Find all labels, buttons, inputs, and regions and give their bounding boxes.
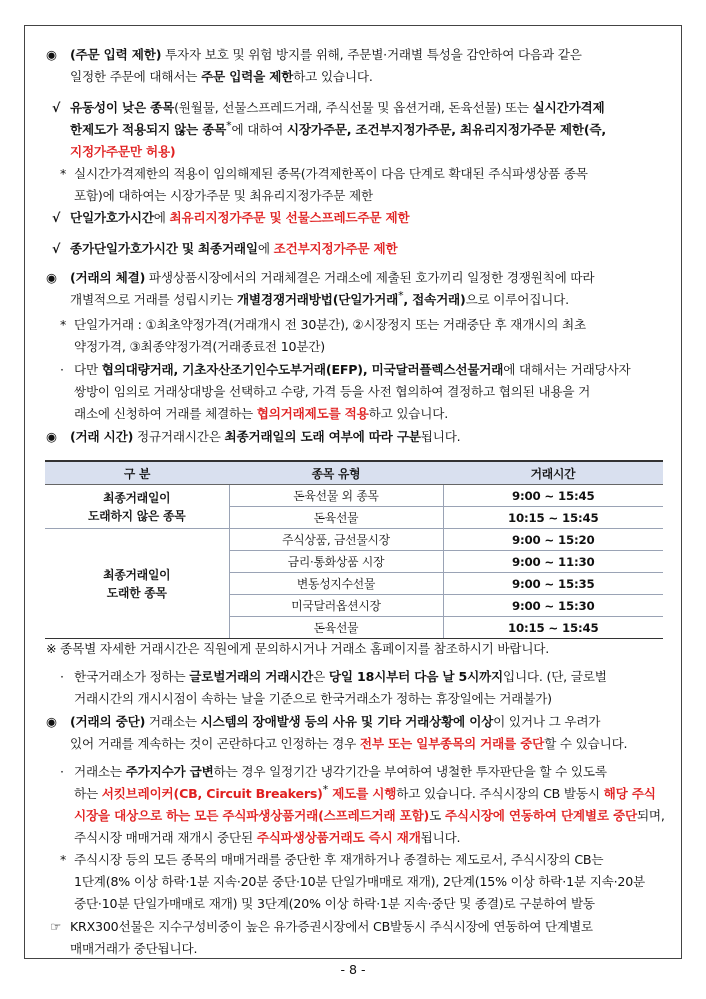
text: 거래시간의 개시시점이 속하는 날을 기준으로 한국거래소가 정하는 휴장일에는 거래불가)	[74, 691, 552, 706]
text: 단일가거래 : ①최초약정가격(거래개시 전 30분간), ②시장정지 또는 거래중단 후 재개시의 최초	[74, 317, 586, 332]
text: 으로 이루어집니다.	[465, 292, 569, 307]
text: 래소에 신청하여 거래를 체결하는	[74, 406, 257, 421]
check-icon: √	[52, 100, 61, 115]
cell-trading-time: 10:15 ~ 15:45	[443, 617, 663, 639]
text-bold: , 접속거래)	[403, 292, 466, 307]
cell-item-type: 돈육선물	[229, 617, 443, 639]
text-highlight: 해당 주식	[603, 786, 656, 801]
group-label-line: 도래하지 않은 종목	[88, 508, 186, 523]
text-bold: 글로벌거래의 거래시간	[189, 669, 314, 684]
text: 다만	[74, 362, 102, 377]
note-krx300	[70, 916, 593, 960]
text: 거래소는	[145, 714, 201, 729]
text: 일정한 주문에 대해서는	[70, 69, 202, 84]
text-highlight: 최유리지정가주문 및 선물스프레드주문 제한	[169, 210, 410, 225]
text-highlight: 주식시장에 연동하여 단계별로 중단	[444, 808, 637, 823]
text-bold: 한제도가 적용되지 않는 종목	[70, 122, 227, 137]
text: 약정가격, ③최종약정가격(거래종료전 10분간)	[74, 339, 325, 354]
text-highlight: 전부 또는 일부종목의 거래를 중단	[359, 736, 545, 751]
text-highlight: 서킷브레이커(CB, Circuit Breakers)	[101, 786, 323, 801]
dot-marker: ·	[60, 669, 65, 684]
group-label-line: 최종거래일이	[103, 490, 171, 505]
footnote-mark: *	[226, 118, 232, 132]
text: 에 대해서는 거래당사자	[503, 362, 631, 377]
section-trading-halt	[70, 711, 627, 755]
text: 있어 거래를 계속하는 것이 곤란하다고 인정하는 경우	[70, 736, 360, 751]
note-global-trading	[74, 666, 607, 710]
text: 할 수 있습니다.	[544, 736, 628, 751]
section-title: (거래의 중단)	[70, 714, 146, 729]
table-row	[45, 529, 663, 551]
text-bold: 유동성이 낮은 종목	[70, 100, 175, 115]
table-row	[45, 485, 663, 507]
note-cb-definition	[74, 849, 645, 915]
section-bullet-icon: ◉	[46, 270, 57, 285]
column-header-item-type: 종목 유형	[229, 461, 443, 485]
column-header-category: 구 분	[45, 461, 229, 485]
text: 파생상품시장에서의 거래체결은 거래소에 제출된 호가끼리 일정한 경쟁원칙에 따라	[145, 270, 595, 285]
text: 에	[153, 210, 170, 225]
text: 되며,	[636, 808, 665, 823]
cell-item-type: 금리·통화상품 시장	[229, 551, 443, 573]
note-circuit-breaker	[74, 761, 665, 849]
cell-trading-time: 9:00 ~ 11:30	[443, 551, 663, 573]
text: 하고 있습니다. 주식시장의 CB 발동시	[396, 786, 604, 801]
trading-hours-table	[45, 460, 663, 639]
cell-item-type: 돈육선물 외 종목	[229, 485, 443, 507]
text: 쌍방이 임의로 거래상대방을 선택하고 수량, 가격 등을 사전 협의하여 결정하고 협의된 내용을 거	[74, 384, 591, 399]
cell-item-type: 주식상품, 금선물시장	[229, 529, 443, 551]
section-trading-hours	[70, 426, 460, 448]
footnote-mark: *	[322, 782, 329, 796]
section-order-restriction	[70, 44, 582, 88]
text: 포함)에 대하여는 시장가주문 및 최유리지정가주문 제한	[74, 188, 373, 203]
text-bold: 당일 18시부터 다음 날 5시까지	[328, 669, 503, 684]
text-highlight: 주식파생상품거래도 즉시 재개	[256, 830, 421, 845]
note-asterisk: *	[60, 317, 67, 332]
text-highlight: 조건부지정가주문 제한	[273, 241, 398, 256]
text-bold: 단일가호가시간	[70, 210, 154, 225]
group-label-line: 도래한 종목	[106, 585, 167, 600]
group-label-line: 최종거래일이	[103, 567, 171, 582]
text: 투자자 보호 및 위험 방지를 위해, 주문별·거래별 특성을 감안하여 다음과 같은	[161, 47, 582, 62]
text: 은	[313, 669, 329, 684]
text: 정규거래시간은	[133, 429, 225, 444]
page-number: - 8 -	[340, 962, 366, 977]
text: 입니다. (단, 글로벌	[502, 669, 607, 684]
text: 거래소는	[74, 764, 126, 779]
check-icon: √	[52, 241, 61, 256]
note-negotiated-trade	[74, 359, 631, 425]
text-bold: 협의대량거래, 기초자산조기인수도부거래(EFP), 미국달러플렉스선물거래	[101, 362, 504, 377]
text: 주식시장 등의 모든 종목의 매매거래를 중단한 후 재개하거나 종결하는 제도로서, 주식시장의 CB는	[74, 852, 604, 867]
text-highlight: 시장을 대상으로 하는 모든 주식파생상품거래(스프레드거래 포함)	[74, 808, 430, 823]
text: 주식시장 매매거래 재개시 중단된	[74, 830, 257, 845]
dot-marker: ·	[60, 362, 65, 377]
text: 하고 있습니다.	[293, 69, 373, 84]
note-asterisk: *	[60, 166, 67, 181]
text-highlight: 지정가주문만 허용)	[70, 144, 176, 159]
text-bold: 주문 입력을 제한	[201, 69, 294, 84]
text: 에	[257, 241, 274, 256]
text: 한국거래소가 정하는	[74, 669, 190, 684]
text-bold: 시장가주문, 조건부지정가주문, 최유리지정가주문 제한(즉,	[286, 122, 606, 137]
section-bullet-icon: ◉	[46, 429, 57, 444]
cell-item-type: 미국달러옵션시장	[229, 595, 443, 617]
text: ※ 종목별 자세한 거래시간은 직원에게 문의하시거나 거래소 홈페이지를 참조하시기 바랍니다.	[46, 641, 550, 656]
text: 1단계(8% 이상 하락·1분 지속·20분 중단·10분 단일가매매로 재개), 2단계(15% 이상 하락·1분 지속·20분	[74, 874, 646, 889]
section-title: (거래 시간)	[70, 429, 134, 444]
group-not-final-day	[45, 485, 229, 529]
text-highlight: 제도를 시행	[328, 786, 397, 801]
text: 하고 있습니다.	[368, 406, 449, 421]
text-bold: 시스템의 장애발생 등의 사유 및 기타 거래상황에 이상	[200, 714, 494, 729]
text-bold: 최종거래일의 도래 여부에 따라 구분	[224, 429, 421, 444]
text: 하는 경우 일정기간 냉각기간을 부여하여 냉철한 투자판단을 할 수 있도록	[213, 764, 607, 779]
text-bold: 종가단일가호가시간 및 최종거래일	[70, 241, 258, 256]
dot-marker: ·	[60, 764, 65, 779]
text: 에 대하여	[231, 122, 287, 137]
note-asterisk: *	[60, 852, 67, 867]
cell-trading-time: 9:00 ~ 15:35	[443, 573, 663, 595]
cell-item-type: 돈육선물	[229, 507, 443, 529]
table-footnote	[46, 638, 549, 660]
text-bold: 실시간가격제	[532, 100, 605, 115]
section-trade-execution	[70, 267, 594, 311]
text: 실시간가격제한의 적용이 임의해제된 종목(가격제한폭이 다음 단계로 확대된 주식파생상품 종목	[74, 166, 588, 181]
check-item-single-price	[70, 207, 409, 229]
section-title: (거래의 체결)	[70, 270, 146, 285]
text: 이 있거나 그 우려가	[493, 714, 601, 729]
text: 개별적으로 거래를 성립시키는	[70, 292, 237, 307]
section-bullet-icon: ◉	[46, 47, 57, 62]
note-single-price-trade	[74, 314, 586, 358]
cell-trading-time: 10:15 ~ 15:45	[443, 507, 663, 529]
text: 도	[429, 808, 445, 823]
section-bullet-icon: ◉	[46, 714, 57, 729]
table-header-row	[45, 461, 663, 485]
cell-trading-time: 9:00 ~ 15:20	[443, 529, 663, 551]
column-header-trading-time: 거래시간	[443, 461, 663, 485]
text: KRX300선물은 지수구성비중이 높은 유가증권시장에서 CB발동시 주식시장에 연동하여 단계별로	[70, 919, 593, 934]
note-price-limit	[74, 163, 588, 207]
check-icon: √	[52, 210, 61, 225]
text: 됩니다.	[420, 429, 461, 444]
text-bold: 주가지수가 급변	[125, 764, 214, 779]
section-title: (주문 입력 제한)	[70, 47, 162, 62]
check-item-low-liquidity	[70, 97, 606, 163]
text: 매매거래가 중단됩니다.	[70, 941, 198, 956]
text: (원월물, 선물스프레드거래, 주식선물 및 옵션거래, 돈육선물) 또는	[174, 100, 533, 115]
cell-trading-time: 9:00 ~ 15:30	[443, 595, 663, 617]
text: 됩니다.	[420, 830, 461, 845]
text: 하는	[74, 786, 102, 801]
group-final-day	[45, 529, 229, 639]
cell-trading-time: 9:00 ~ 15:45	[443, 485, 663, 507]
footnote-mark: *	[398, 288, 404, 302]
pointing-hand-icon: ☞	[50, 919, 62, 934]
text: 중단·10분 단일가매매로 재개) 및 3단계(20% 이상 하락·1분 지속·중단 및 종결)로 구분하여 발동	[74, 896, 595, 911]
text-highlight: 협의거래제도를 적용	[256, 406, 369, 421]
text-bold: 개별경쟁거래방법(단일가거래	[236, 292, 399, 307]
check-item-closing-price	[70, 238, 397, 260]
cell-item-type: 변동성지수선물	[229, 573, 443, 595]
